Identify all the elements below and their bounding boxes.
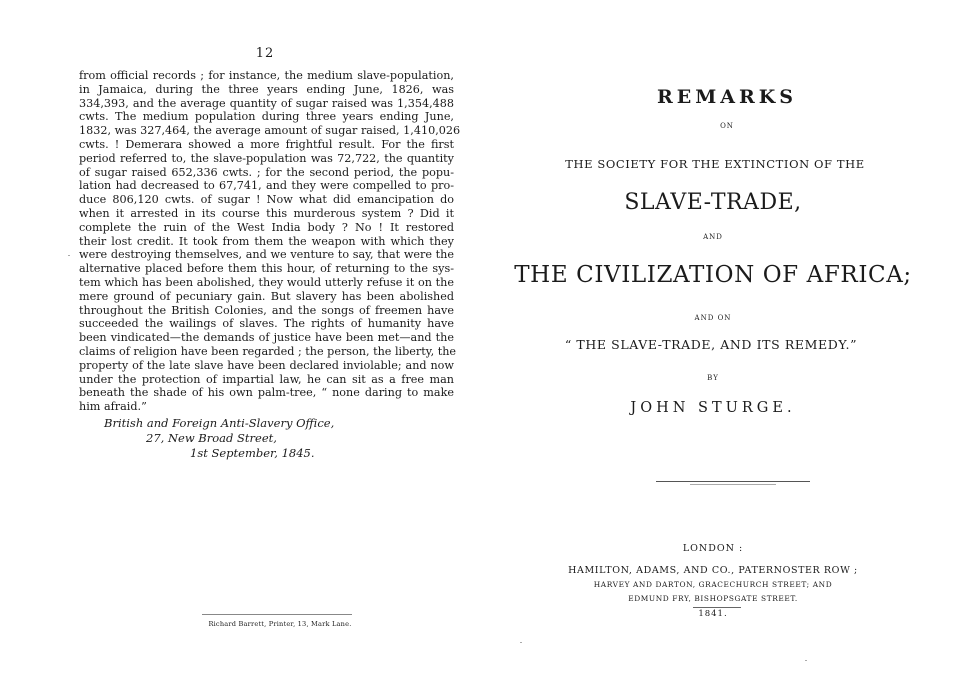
text-line: duce 806,120 cwts. of sugar ! Now what did emancipation do <box>79 193 454 207</box>
page-number: 12 <box>255 46 275 61</box>
body-text <box>79 69 461 414</box>
text-line: from official records ; for instance, the medium slave-population, <box>79 69 454 82</box>
text-line: him afraid.” <box>79 400 147 414</box>
printer-imprint: Richard Barrett, Printer, 13, Mark Lane. <box>208 620 352 628</box>
right-page <box>490 0 980 691</box>
text-line: mere ground of pecuniary gain. But slavery has been abolished <box>79 289 454 303</box>
connector-by: BY <box>707 374 719 382</box>
connector-and-on: AND ON <box>694 314 732 322</box>
signature-date: 1st September, 1845. <box>190 446 315 460</box>
text-line: throughout the British Colonies, and the songs of freemen have <box>79 303 454 317</box>
civilization-heading: THE CIVILIZATION OF AFRICA; <box>514 262 912 288</box>
signature-block <box>104 416 334 461</box>
text-line: beneath the shade of his own palm-tree, “ none daring to make <box>79 386 454 400</box>
text-line: complete the ruin of the West India body ? No ! It restored <box>79 220 454 234</box>
publication-year: 1841. <box>698 609 728 619</box>
text-line: of sugar raised 652,336 cwts. ; for the second period, the popu- <box>79 165 454 179</box>
text-line: were destroying themselves, and we venture to say, that were the <box>79 248 454 262</box>
text-line: under the protection of impartial law, he can sit as a free man <box>79 372 454 386</box>
text-line: been vindicated—the demands of justice have been met—and the <box>79 331 454 345</box>
connector-on: ON <box>720 122 734 130</box>
text-line: when it arrested in its course this murderous system ? Did it <box>79 206 454 220</box>
publisher-line-3: EDMUND FRY, BISHOPSGATE STREET. <box>628 594 798 603</box>
text-line: succeeded the wailings of slaves. The rights of humanity have <box>79 317 454 331</box>
publisher-line-1: HAMILTON, ADAMS, AND CO., PATERNOSTER ROW ; <box>568 565 858 576</box>
text-line: in Jamaica, during the three years ending June, 1826, was <box>79 82 454 96</box>
author-name: JOHN STURGE. <box>630 400 796 416</box>
remedy-line: “ THE SLAVE-TRADE, AND ITS REMEDY.” <box>564 337 858 352</box>
text-line: 1832, was 327,464, the average amount of sugar raised, 1,410,026 <box>79 124 461 138</box>
signature-address: 27, New Broad Street, <box>146 431 277 445</box>
text-line: cwts. ! Demerara showed a more frightful result. For the first <box>79 137 454 151</box>
publisher-line-2: HARVEY AND DARTON, GRACECHURCH STREET; AND <box>593 580 833 589</box>
page-speck <box>68 255 70 256</box>
place-of-publication: LONDON : <box>682 543 744 554</box>
year-rule <box>693 607 741 608</box>
decorative-rule-short <box>690 484 776 485</box>
text-line: tem which has been abolished, they would utterly refuse it on the <box>79 275 454 289</box>
page-speck <box>805 660 807 661</box>
text-line: lation had decreased to 67,741, and they were compelled to pro- <box>79 179 454 193</box>
connector-and: AND <box>703 233 723 241</box>
imprint-rule <box>202 614 352 615</box>
text-line: period referred to, the slave-population was 72,722, the quantity <box>79 151 454 165</box>
text-line: cwts. The medium population during three years ending June, <box>79 110 454 124</box>
text-line: alternative placed before them this hour, of returning to the sys- <box>79 262 454 276</box>
slave-trade-heading: SLAVE-TRADE, <box>624 190 802 215</box>
society-line: THE SOCIETY FOR THE EXTINCTION OF THE <box>565 157 865 171</box>
text-line: property of the late slave have been declared inviolable; and now <box>79 358 454 372</box>
text-line: their lost credit. It took from them the weapon with which they <box>79 234 454 248</box>
text-line: claims of religion have been regarded ; the person, the liberty, the <box>79 344 457 358</box>
title-remarks: REMARKS <box>656 86 798 108</box>
decorative-rule <box>656 481 810 482</box>
page-speck <box>520 642 522 643</box>
signature-office: British and Foreign Anti-Slavery Office, <box>104 416 335 430</box>
text-line: 334,393, and the average quantity of sugar raised was 1,354,488 <box>79 96 454 110</box>
